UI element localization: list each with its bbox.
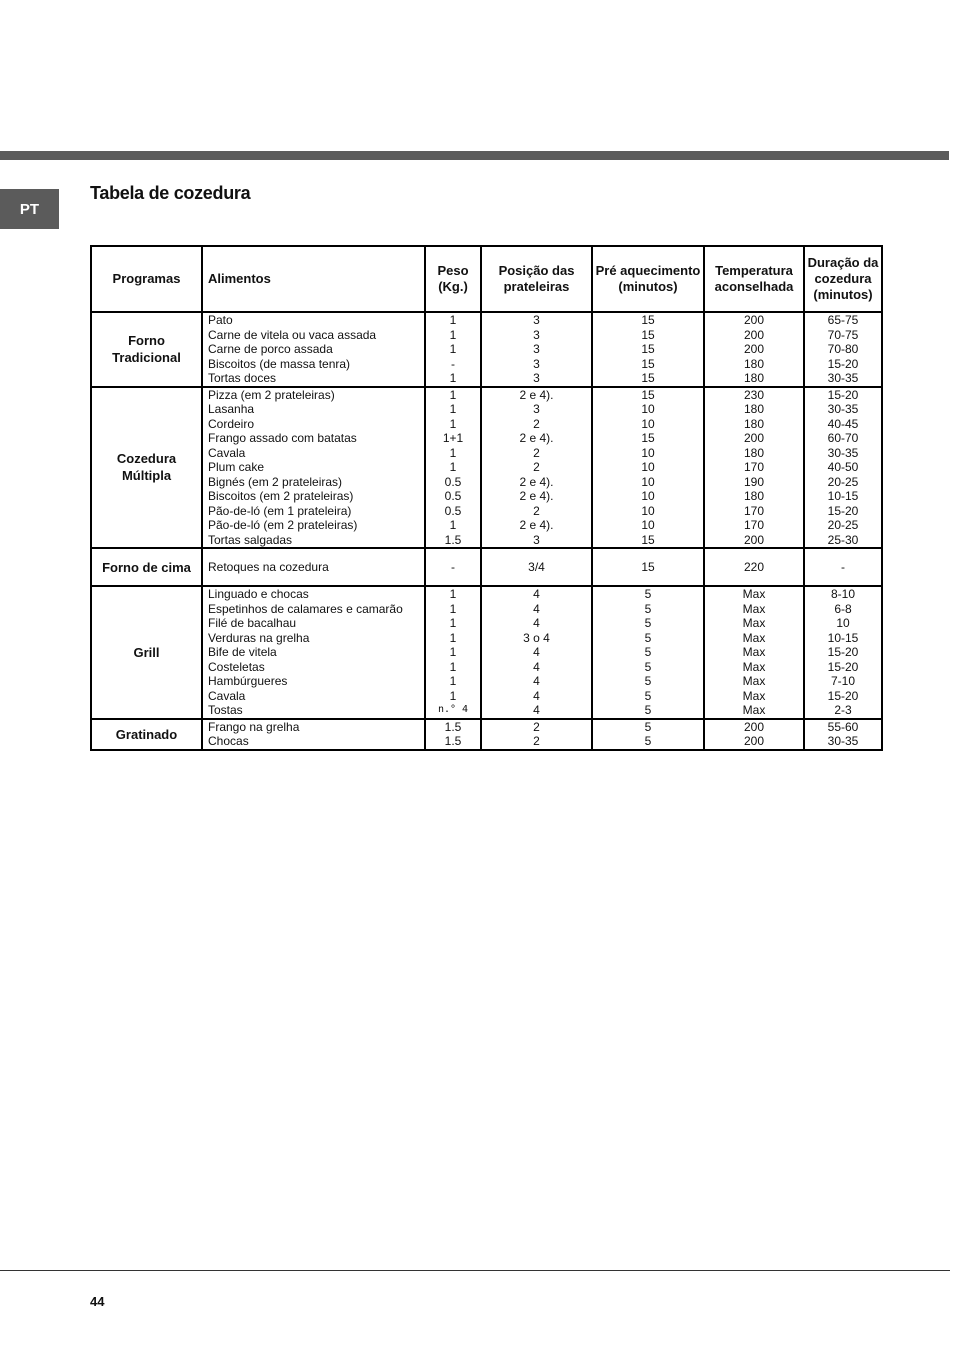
alimentos-value: Linguado e chocas [208, 587, 309, 601]
alimentos-value: Filé de bacalhau [208, 616, 297, 630]
header-pre-aquecimento: Pré aquecimento (minutos) [592, 246, 704, 312]
alimentos-value: Bife de vitela [208, 645, 277, 659]
temperatura-value: 180 [743, 445, 765, 460]
peso-value: 1 [449, 616, 457, 630]
pre-aquecimento-value: 5 [644, 734, 652, 748]
posicao-value: 2 e 4). [519, 489, 554, 503]
duracao-value: 25-30 [827, 532, 859, 547]
pre-aquecimento-value: 15 [641, 356, 655, 371]
posicao-value: 4 [533, 674, 540, 688]
peso-value: 1 [449, 587, 457, 601]
alimentos-cell [202, 312, 425, 387]
alimentos-value: Carne de porco assada [208, 342, 333, 356]
posicao-value: 2 [533, 719, 540, 734]
peso-value: 1 [449, 402, 457, 416]
alimentos-value: Pizza (em 2 prateleiras) [208, 387, 335, 402]
alimentos-value: Biscoitos (de massa tenra) [208, 356, 351, 371]
peso-value: 1 [449, 674, 457, 688]
duracao-cell [804, 387, 882, 549]
alimentos-value: Cavala [208, 445, 246, 460]
pre-aquecimento-value: 10 [641, 416, 655, 431]
pre-aquecimento-value: 15 [641, 371, 655, 385]
pre-aquecimento-value: 10 [641, 518, 655, 532]
peso-value: 1 [449, 645, 457, 659]
temperatura-value: 200 [743, 734, 765, 748]
pre-aquecimento-value: 15 [641, 342, 655, 356]
temperatura-value: Max [742, 587, 766, 601]
header-alimentos: Alimentos [202, 246, 425, 312]
temperatura-value: Max [742, 616, 766, 630]
peso-cell [425, 312, 481, 387]
duracao-cell [804, 586, 882, 719]
posicao-value: 2 e 4). [519, 474, 554, 489]
temperatura-cell [704, 312, 804, 387]
alimentos-value: Lasanha [208, 402, 255, 416]
duracao-value: 70-80 [827, 342, 859, 356]
posicao-value: 2 e 4). [519, 431, 554, 445]
temperatura-value: Max [742, 659, 766, 674]
pre-aquecimento-value: 5 [644, 674, 652, 688]
posicao-value: 3 [533, 342, 540, 356]
pre-aquecimento-cell [592, 387, 704, 549]
alimentos-cell [202, 387, 425, 549]
temperatura-value: 220 [743, 559, 765, 574]
temperatura-value: 180 [743, 416, 765, 431]
temperatura-value: 230 [743, 387, 765, 402]
temperatura-value: 200 [743, 431, 765, 445]
temperatura-value: Max [742, 703, 766, 717]
alimentos-value: Espetinhos de calamares e camarão [208, 601, 403, 616]
duracao-value: 40-50 [827, 460, 859, 474]
temperatura-value: 180 [743, 402, 765, 416]
peso-value: 0.5 [444, 489, 462, 503]
alimentos-cell [202, 548, 425, 586]
alimentos-value: Retoques na cozedura [208, 559, 329, 574]
pre-aquecimento-value: 5 [644, 645, 652, 659]
peso-value: 0.5 [444, 474, 462, 489]
duracao-value: 30-35 [827, 402, 859, 416]
posicao-value: 2 e 4). [519, 387, 554, 402]
peso-value: 1 [449, 688, 457, 703]
posicao-value: 3/4 [528, 559, 545, 574]
posicao-value: 4 [533, 659, 540, 674]
duracao-value: 10 [836, 616, 850, 630]
peso-value: 1 [449, 460, 457, 474]
cooking-table [90, 245, 883, 751]
pre-aquecimento-value: 10 [641, 503, 655, 518]
posicao-value: 4 [533, 587, 540, 601]
alimentos-value: Carne de vitela ou vaca assada [208, 327, 377, 342]
page-title: Tabela de cozedura [90, 183, 251, 203]
alimentos-value: Plum cake [208, 460, 265, 474]
program-cell: Cozedura Múltipla [91, 387, 202, 549]
posicao-value: 4 [533, 688, 540, 703]
posicao-value: 3 [533, 327, 540, 342]
temperatura-value: 180 [743, 489, 765, 503]
temperatura-value: 180 [743, 371, 765, 385]
pre-aquecimento-cell [592, 548, 704, 586]
pre-aquecimento-value: 5 [644, 703, 652, 717]
duracao-value: 15-20 [827, 645, 859, 659]
peso-value: 1 [449, 416, 457, 431]
alimentos-value: Bignés (em 2 prateleiras) [208, 474, 343, 489]
alimentos-cell [202, 586, 425, 719]
duracao-value: 60-70 [827, 431, 859, 445]
posicao-value: 4 [533, 703, 540, 717]
duracao-value: 20-25 [827, 474, 859, 489]
temperatura-value: 200 [743, 342, 765, 356]
table-row [91, 312, 882, 387]
pre-aquecimento-value: 10 [641, 474, 655, 489]
footer-divider [0, 1270, 950, 1271]
pre-aquecimento-value: 5 [644, 630, 652, 645]
pre-aquecimento-value: 15 [641, 387, 655, 402]
peso-value: n.° 4 [437, 704, 469, 715]
header-peso: Peso (Kg.) [425, 246, 481, 312]
table-row [91, 387, 882, 549]
duracao-value: 30-35 [827, 445, 859, 460]
peso-value: 1 [449, 659, 457, 674]
peso-cell [425, 719, 481, 750]
posicao-value: 2 e 4). [519, 518, 554, 532]
pre-aquecimento-value: 5 [644, 688, 652, 703]
pre-aquecimento-value: 15 [641, 313, 655, 327]
duracao-cell [804, 312, 882, 387]
posicao-value: 3 o 4 [523, 630, 550, 645]
posicao-cell [481, 312, 592, 387]
peso-value: 1.5 [444, 532, 462, 547]
temperatura-value: 200 [743, 327, 765, 342]
temperatura-value: Max [742, 630, 766, 645]
alimentos-value: Tostas [208, 703, 243, 717]
peso-value: 1 [449, 445, 457, 460]
peso-cell [425, 387, 481, 549]
posicao-value: 2 [533, 460, 540, 474]
duracao-value: 6-8 [834, 601, 852, 616]
duracao-value: 55-60 [827, 719, 859, 734]
peso-value: 1.5 [444, 734, 462, 748]
alimentos-value: Hambúrgueres [208, 674, 288, 688]
alimentos-value: Pato [208, 313, 233, 327]
alimentos-cell [202, 719, 425, 750]
temperatura-value: 170 [743, 503, 765, 518]
duracao-value: 7-10 [830, 674, 856, 688]
alimentos-value: Frango na grelha [208, 719, 300, 734]
temperatura-value: 190 [743, 474, 765, 489]
temperatura-cell [704, 387, 804, 549]
alimentos-value: Frango assado com batatas [208, 431, 357, 445]
peso-value: - [451, 559, 455, 574]
duracao-value: 30-35 [827, 371, 859, 385]
temperatura-cell [704, 586, 804, 719]
temperatura-value: Max [742, 688, 766, 703]
pre-aquecimento-value: 10 [641, 402, 655, 416]
peso-value: 1.5 [444, 719, 462, 734]
posicao-value: 4 [533, 645, 540, 659]
temperatura-value: Max [742, 674, 766, 688]
pre-aquecimento-cell [592, 312, 704, 387]
table-header-row [91, 246, 882, 312]
peso-value: 1 [449, 518, 457, 532]
temperatura-value: 200 [743, 313, 765, 327]
temperatura-value: 170 [743, 518, 765, 532]
pre-aquecimento-value: 5 [644, 719, 652, 734]
peso-value: 1 [449, 313, 457, 327]
pre-aquecimento-cell [592, 719, 704, 750]
pre-aquecimento-value: 10 [641, 460, 655, 474]
alimentos-value: Tortas doces [208, 371, 277, 385]
posicao-cell [481, 719, 592, 750]
alimentos-value: Cavala [208, 688, 246, 703]
alimentos-value: Biscoitos (em 2 prateleiras) [208, 489, 354, 503]
alimentos-value: Costeletas [208, 659, 265, 674]
alimentos-value: Pão-de-ló (em 1 prateleira) [208, 503, 352, 518]
program-cell: Forno Tradicional [91, 312, 202, 387]
alimentos-value: Verduras na grelha [208, 630, 310, 645]
posicao-value: 3 [533, 313, 540, 327]
pre-aquecimento-value: 5 [644, 616, 652, 630]
duracao-value: 15-20 [827, 387, 859, 402]
posicao-value: 2 [533, 416, 540, 431]
duracao-value: 30-35 [827, 734, 859, 748]
posicao-value: 4 [533, 601, 540, 616]
temperatura-value: 170 [743, 460, 765, 474]
posicao-cell [481, 586, 592, 719]
table-row [91, 719, 882, 750]
duracao-value: - [841, 559, 845, 574]
duracao-value: 20-25 [827, 518, 859, 532]
peso-value: 1 [449, 327, 457, 342]
temperatura-value: 200 [743, 719, 765, 734]
temperatura-value: 200 [743, 532, 765, 547]
pre-aquecimento-value: 15 [641, 532, 655, 547]
duracao-value: 15-20 [827, 688, 859, 703]
peso-cell [425, 548, 481, 586]
header-posicao: Posição das prateleiras [481, 246, 592, 312]
posicao-value: 2 [533, 445, 540, 460]
peso-value: 1+1 [442, 431, 464, 445]
posicao-cell [481, 548, 592, 586]
peso-cell [425, 586, 481, 719]
posicao-value: 3 [533, 371, 540, 385]
posicao-value: 3 [533, 532, 540, 547]
temperatura-cell [704, 719, 804, 750]
duracao-value: 15-20 [827, 659, 859, 674]
posicao-value: 3 [533, 402, 540, 416]
temperatura-value: 180 [743, 356, 765, 371]
table-row [91, 586, 882, 719]
posicao-value: 2 [533, 734, 540, 748]
alimentos-value: Chocas [208, 734, 249, 748]
duracao-value: 40-45 [827, 416, 859, 431]
temperatura-value: Max [742, 645, 766, 659]
posicao-value: 4 [533, 616, 540, 630]
peso-value: 1 [449, 630, 457, 645]
pre-aquecimento-cell [592, 586, 704, 719]
pre-aquecimento-value: 5 [644, 659, 652, 674]
duracao-value: 10-15 [827, 489, 859, 503]
temperatura-cell [704, 548, 804, 586]
temperatura-value: Max [742, 601, 766, 616]
posicao-cell [481, 387, 592, 549]
program-cell: Grill [91, 586, 202, 719]
header-temperatura: Temperatura aconselhada [704, 246, 804, 312]
duracao-value: 10-15 [827, 630, 859, 645]
peso-value: 1 [449, 371, 457, 385]
peso-value: 0.5 [444, 503, 462, 518]
posicao-value: 3 [533, 356, 540, 371]
pre-aquecimento-value: 10 [641, 445, 655, 460]
duracao-value: 15-20 [827, 503, 859, 518]
pre-aquecimento-value: 10 [641, 489, 655, 503]
peso-value: 1 [449, 387, 457, 402]
duracao-cell [804, 548, 882, 586]
posicao-value: 2 [533, 503, 540, 518]
program-cell: Forno de cima [91, 548, 202, 586]
peso-value: - [451, 356, 455, 371]
duracao-value: 70-75 [827, 327, 859, 342]
program-cell: Gratinado [91, 719, 202, 750]
pre-aquecimento-value: 5 [644, 587, 652, 601]
pre-aquecimento-value: 5 [644, 601, 652, 616]
page-number: 44 [90, 1294, 105, 1309]
pre-aquecimento-value: 15 [641, 431, 655, 445]
duracao-value: 2-3 [834, 703, 852, 717]
header-duracao: Duração da cozedura (minutos) [804, 246, 882, 312]
peso-value: 1 [449, 601, 457, 616]
header-programas: Programas [91, 246, 202, 312]
language-tab: PT [0, 189, 59, 229]
top-divider-bar [0, 151, 949, 160]
duracao-value: 15-20 [827, 356, 859, 371]
alimentos-value: Pão-de-ló (em 2 prateleiras) [208, 518, 358, 532]
duracao-cell [804, 719, 882, 750]
alimentos-value: Tortas salgadas [208, 532, 293, 547]
table-row [91, 548, 882, 586]
alimentos-value: Cordeiro [208, 416, 255, 431]
pre-aquecimento-value: 15 [641, 327, 655, 342]
peso-value: 1 [449, 342, 457, 356]
duracao-value: 65-75 [827, 313, 859, 327]
pre-aquecimento-value: 15 [641, 559, 655, 574]
duracao-value: 8-10 [830, 587, 856, 601]
